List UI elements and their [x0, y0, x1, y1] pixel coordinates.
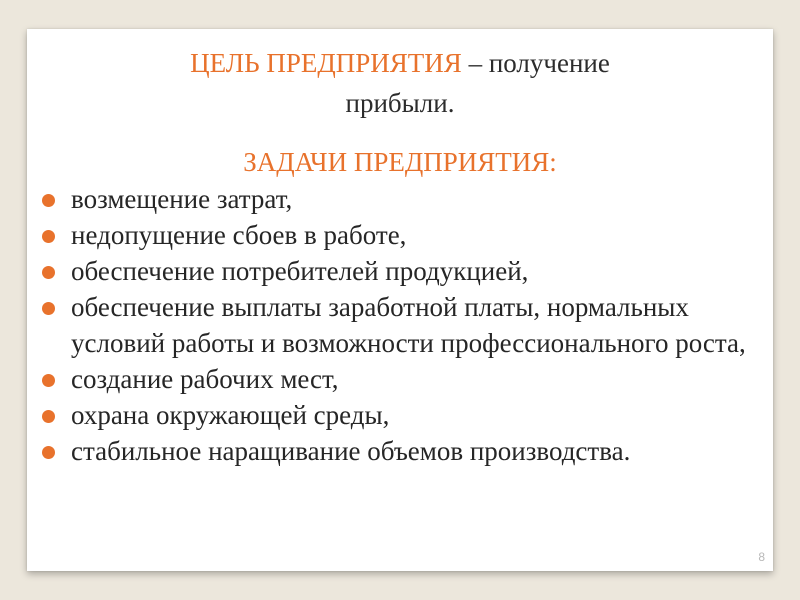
task-text: недопущение сбоев в работе, [71, 220, 407, 250]
task-text: охрана окружающей среды, [71, 400, 390, 430]
bullet-icon [42, 266, 55, 279]
goal-label: ЦЕЛЬ ПРЕДПРИЯТИЯ [190, 48, 462, 78]
task-item [39, 433, 759, 469]
presentation-slide [27, 29, 773, 571]
bullet-icon [42, 230, 55, 243]
page-number: 8 [758, 550, 765, 564]
task-item [39, 217, 759, 253]
bullet-icon [42, 410, 55, 423]
bullet-icon [42, 446, 55, 459]
bullet-icon [42, 302, 55, 315]
task-item [39, 253, 759, 289]
task-list [39, 181, 759, 469]
tasks-title: ЗАДАЧИ ПРЕДПРИЯТИЯ: [243, 147, 557, 177]
task-item [39, 397, 759, 433]
bullet-icon [42, 194, 55, 207]
goal-text-part2: прибыли. [345, 88, 455, 118]
task-item [39, 181, 759, 217]
task-item [39, 361, 759, 397]
task-text: обеспечение выплаты заработной платы, нормальных условий работы и возможности профессионального роста, [71, 292, 746, 358]
task-text: обеспечение потребителей продукцией, [71, 256, 529, 286]
task-text: создание рабочих мест, [71, 364, 339, 394]
goal-statement [27, 43, 773, 123]
task-item [39, 289, 759, 361]
bullet-icon [42, 374, 55, 387]
goal-text-part1: – получение [461, 48, 610, 78]
task-text: возмещение затрат, [71, 184, 293, 214]
task-text: стабильное наращивание объемов производства. [71, 436, 631, 466]
